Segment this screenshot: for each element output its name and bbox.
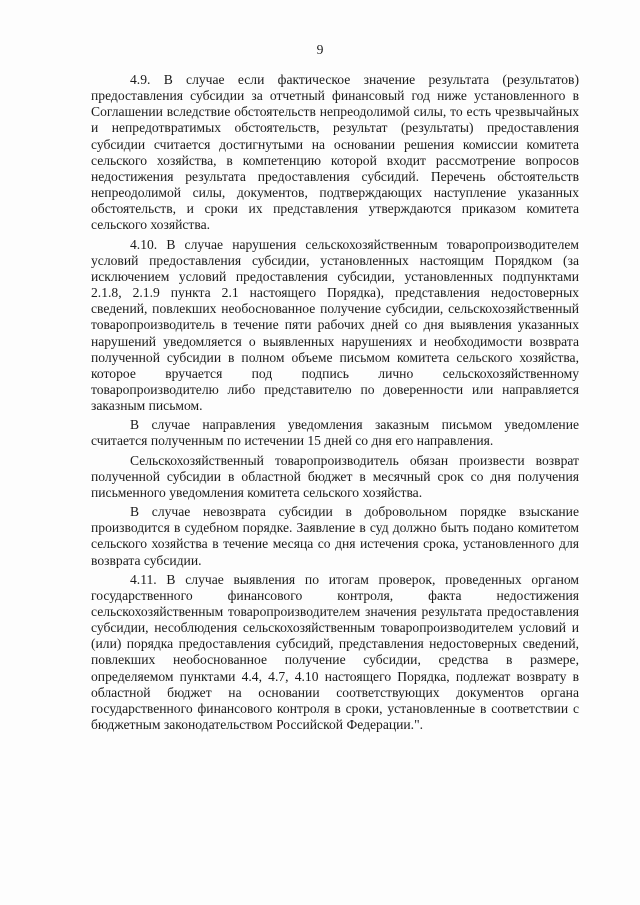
paragraph-4-9: 4.9. В случае если фактическое значение результата (результатов) предоставления субсидии за отчетный финансовый год ниже установленного в Соглашении вследствие обстоятельств непреодолимой силы, то есть чрезвычайных и непредотвратимых обстоятельств, результат (результаты) предоставления субсидии считается достигнутыми на основании решения комиссии комитета сельского хозяйства, в компетенцию которой входит рассмотрение вопросов недостижения результата предоставления субсидий. Перечень обстоятельств непреодолимой силы, документов, подтверждающих наступление указанных обстоятельств, и сроки их представления утверждаются приказом комитета сельского хозяйства. <box>91 72 579 233</box>
paragraph-4-11: 4.11. В случае выявления по итогам проверок, проведенных органом государственного финансового контроля, факта недостижения сельскохозяйственным товаропроизводителем значения результата предоставления субсидии, несоблюдения сельскохозяйственным товаропроизводителем условий и (или) порядка предоставления субсидий, представления недостоверных сведений, повлекших необоснованное получение субсидии, средства в размере, определяемом пунктами 4.4, 4.7, 4.10 настоящего Порядка, подлежат возврату в областной бюджет на основании соответствующих документов органа государственного финансового контроля в сроки, установленные в соответствии с бюджетным законодательством Российской Федерации.". <box>91 571 579 733</box>
document-body <box>91 72 579 736</box>
paragraph-court-recovery: В случае невозврата субсидии в добровольном порядке взыскание производится в судебном порядке. Заявление в суд должно быть подано комитетом сельского хозяйства в течение месяца со дня истечения срока, установленного для возврата субсидии. <box>91 504 579 568</box>
paragraph-refund-obligation: Сельскохозяйственный товаропроизводитель обязан произвести возврат полученной субсидии в областной бюджет в месячный срок со дня получения письменного уведомления комитета сельского хозяйства. <box>91 452 579 500</box>
page-number: 9 <box>316 42 324 57</box>
paragraph-registered-letter: В случае направления уведомления заказным письмом уведомление считается полученным по истечении 15 дней со дня его направления. <box>91 417 579 449</box>
paragraph-4-10: 4.10. В случае нарушения сельскохозяйственным товаропроизводителем условий предоставления субсидии, установленных настоящим Порядком (за исключением условий предоставления субсидии, установленных подпунктами 2.1.8, 2.1.9 пункта 2.1 настоящего Порядка), представления недостоверных сведений, повлекших необоснованное получение субсидии, сельскохозяйственный товаропроизводитель в течение пяти рабочих дней со дня выявления указанных нарушений уведомляется о выявленных нарушениях и необходимости возврата полученной субсидии в полном объеме письмом комитета сельского хозяйства, которое вручается под подпись лично сельскохозяйственному товаропроизводителю либо представителю по доверенности или направляется заказным письмом. <box>91 236 579 414</box>
